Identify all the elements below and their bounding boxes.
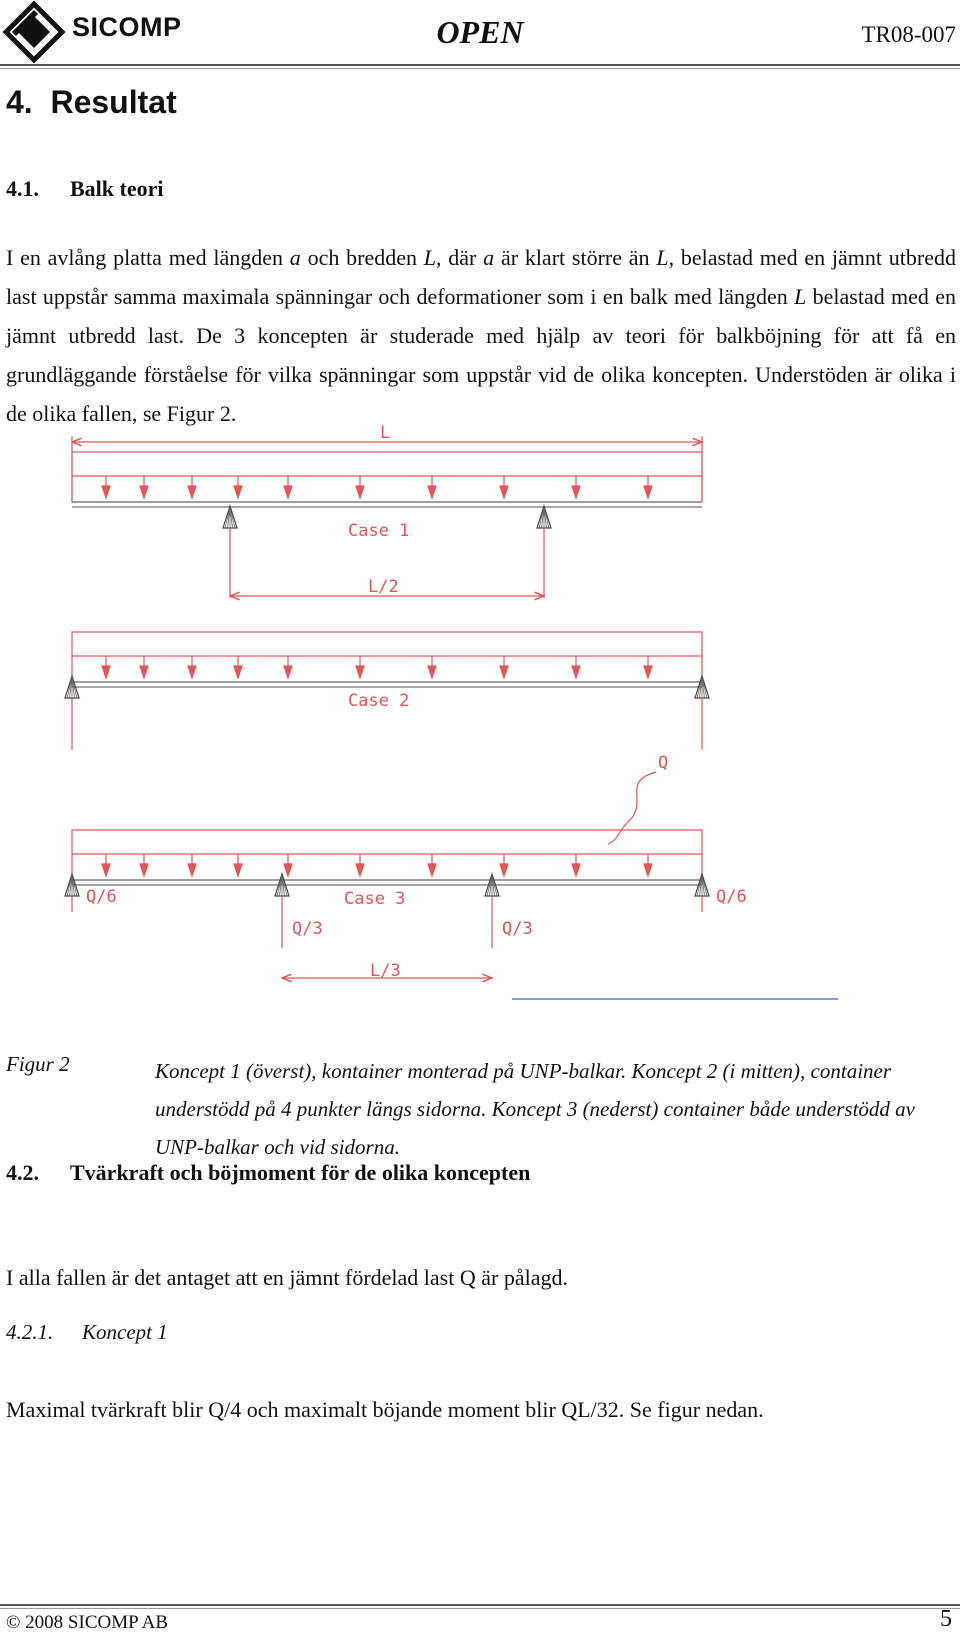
case1-load-arrow-head	[284, 486, 292, 498]
label-case2: Case 2	[348, 691, 410, 711]
label-Q: Q	[658, 753, 669, 773]
q-leader-curve	[608, 772, 656, 844]
footer-rule-thin	[0, 1608, 960, 1609]
text-run: I en avlång platta med längden	[6, 245, 290, 270]
case1-load-arrow-head	[140, 486, 148, 498]
label-L-third: L/3	[370, 961, 401, 981]
case1-load-arrow-head	[356, 486, 364, 498]
case3-load-arrow-head	[188, 864, 196, 876]
label-case1: Case 1	[348, 521, 410, 541]
subsection-number: 4.1.	[6, 176, 39, 201]
case3-load-arrow-head	[428, 864, 436, 876]
case2-load-arrow-head	[644, 666, 652, 678]
subsection-heading-4-2	[6, 1160, 530, 1186]
paragraph-load-assumption: I alla fallen är det antaget att en jämnt fördelad last Q är pålagd.	[6, 1265, 568, 1290]
text-run: , där	[436, 245, 484, 270]
case2-load-arrow-head	[188, 666, 196, 678]
beam-cases-figure	[60, 423, 880, 1042]
case2-load-block	[72, 632, 702, 682]
case3-load-arrow-head	[234, 864, 242, 876]
subsection-heading-4-1	[6, 176, 164, 202]
section-heading	[6, 84, 177, 121]
var-L: L	[656, 245, 669, 270]
footer-rule	[0, 1604, 960, 1606]
case3-load-arrow-head	[356, 864, 364, 876]
var-L: L	[423, 245, 437, 270]
page-header	[0, 0, 960, 72]
case3-load-arrow-head	[284, 864, 292, 876]
paragraph-beam-theory	[6, 238, 956, 433]
subsection-number: 4.2.	[6, 1160, 39, 1185]
case2-load-arrow-head	[102, 666, 110, 678]
case3-load-arrow-head	[644, 864, 652, 876]
subsubsection-title: Koncept 1	[82, 1320, 168, 1344]
text-run: , belastad med en jämnt utbredd last uppstår samma maximala spänningar och deformationer som i en balk med längden	[6, 245, 957, 309]
subsubsection-heading-4-2-1	[6, 1320, 168, 1345]
text-run: är klart större än	[494, 245, 657, 270]
var-L: L	[794, 284, 807, 309]
paragraph-koncept-1: Maximal tvärkraft blir Q/4 och maximalt böjande moment blir QL/32. Se figur nedan.	[6, 1397, 764, 1422]
case2-load-arrow-head	[428, 666, 436, 678]
logo-text: SICOMP	[72, 12, 182, 42]
case1-load-arrow-head	[102, 486, 110, 498]
header-classification: OPEN	[436, 14, 524, 50]
subsection-title: Tvärkraft och böjmoment för de olika koncepten	[70, 1160, 531, 1185]
figure-caption-label: Figur 2	[6, 1052, 70, 1076]
case1-load-arrow-head	[188, 486, 196, 498]
case3-load-block	[72, 830, 702, 880]
label-case3: Case 3	[344, 889, 406, 909]
subsection-title: Balk teori	[70, 176, 164, 201]
text-run: belastad med en jämnt utbredd last. De 3 koncepten är studerade med hjälp av teori för balkböjning för att få en grundläggande förståelse för vilka spänningar som uppstår vid de olika koncepten. Understöden är olika i de olika fallen, se Figur 2.	[6, 284, 956, 426]
var-a: a	[289, 245, 301, 270]
var-a: a	[483, 245, 495, 270]
figure-caption-text: Koncept 1 (överst), kontainer monterad på UNP-balkar. Koncept 2 (i mitten), container understödd på 4 punkter längs sidorna. Koncept 3 (nederst) container både understödd av UNP-balkar och vid sidorna.	[155, 1059, 915, 1159]
label-q6-left: Q/6	[86, 887, 117, 907]
header-rule	[0, 64, 960, 66]
case1-load-arrow-head	[572, 486, 580, 498]
case1-load-arrow-head	[234, 486, 242, 498]
case2-load-arrow-head	[284, 666, 292, 678]
label-L: L	[380, 423, 391, 443]
subsubsection-number: 4.2.1.	[6, 1320, 54, 1344]
footer-copyright: © 2008 SICOMP AB	[6, 1612, 169, 1633]
case2-load-arrow-head	[234, 666, 242, 678]
case3-load-arrow-head	[102, 864, 110, 876]
label-q6-right: Q/6	[716, 887, 747, 907]
case3-load-arrow-head	[500, 864, 508, 876]
section-title: Resultat	[50, 84, 177, 120]
case1-load-arrow-head	[644, 486, 652, 498]
case2-load-arrow-head	[356, 666, 364, 678]
header-doc-id: TR08-007	[861, 22, 956, 47]
label-L-half: L/2	[368, 577, 399, 597]
case1-load-arrow-head	[428, 486, 436, 498]
label-q3-left: Q/3	[292, 919, 323, 939]
case3-load-arrow-head	[572, 864, 580, 876]
case1-load-block	[72, 452, 702, 502]
section-number: 4.	[6, 84, 33, 120]
case3-load-arrow-head	[140, 864, 148, 876]
case2-load-arrow-head	[140, 666, 148, 678]
page-number: 5	[940, 1606, 952, 1632]
label-q3-right: Q/3	[502, 919, 533, 939]
case2-load-arrow-head	[500, 666, 508, 678]
case2-load-arrow-head	[572, 666, 580, 678]
case1-load-arrow-head	[500, 486, 508, 498]
header-rule-thin	[0, 68, 960, 69]
text-run: och bredden	[300, 245, 424, 270]
